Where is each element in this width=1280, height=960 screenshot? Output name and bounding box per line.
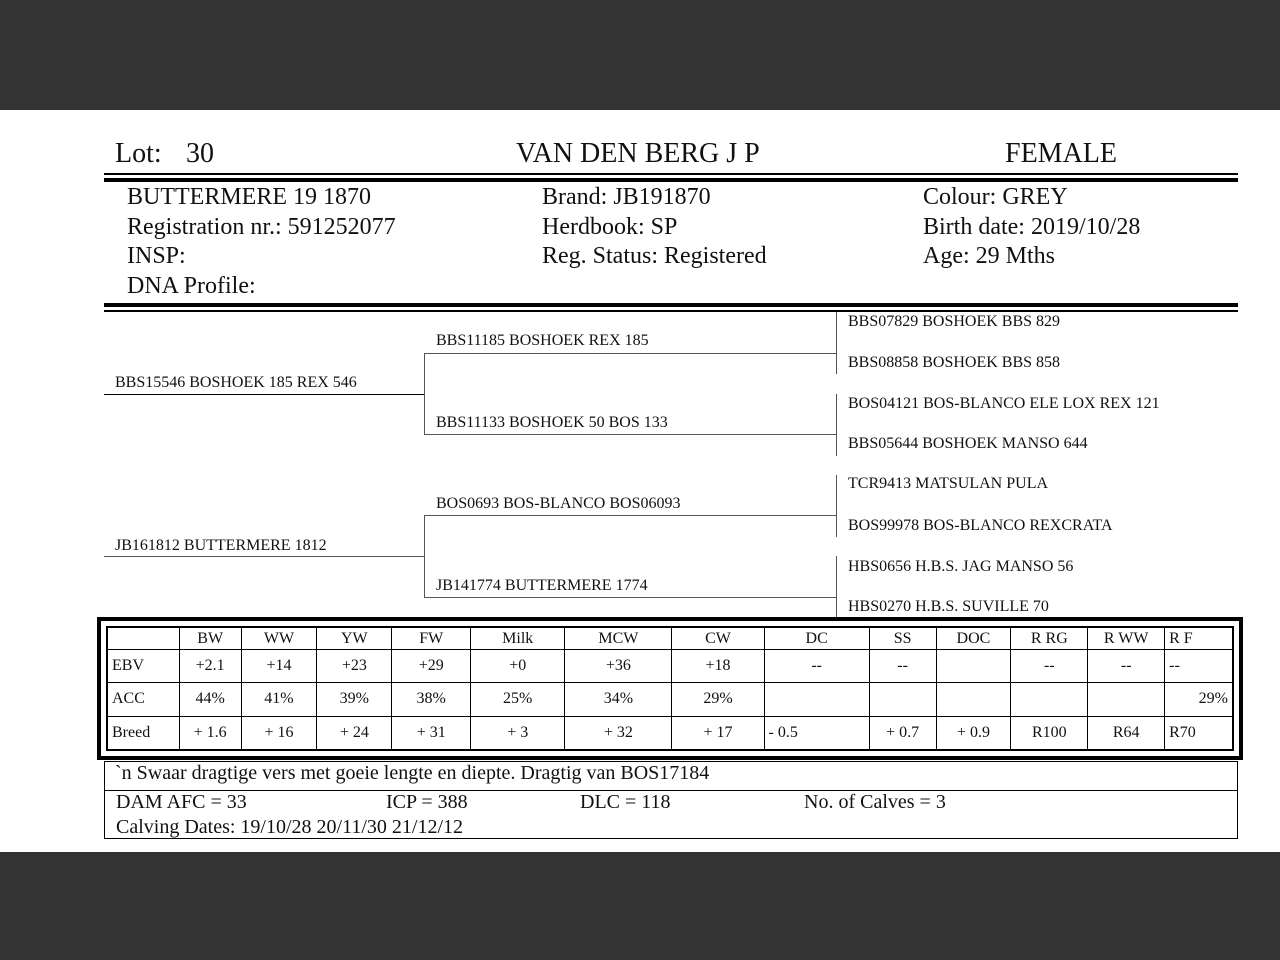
ebv-cell [764,683,869,716]
ebv-cell [1088,683,1165,716]
breeder-name: VAN DEN BERG J P [516,138,760,169]
ebv-cell [936,683,1011,716]
ebv-row-acc [108,683,1233,716]
header-rule-top [104,173,1238,175]
ebv-cell: 29% [672,683,764,716]
pedigree-dam: JB161812 BUTTERMERE 1812 [115,537,327,554]
birth-date: Birth date: 2019/10/28 [923,214,1141,240]
notes-box [104,761,1238,839]
dam-line [104,556,424,557]
ebv-header-row [108,628,1233,650]
pedigree-sire: BBS15546 BOSHOEK 185 REX 546 [115,374,357,391]
reg-status: Reg. Status: Registered [542,243,767,269]
ebv-col-header: R WW [1088,628,1165,650]
ggp-bracket-3 [836,475,837,537]
ebv-cell: R70 [1165,716,1233,749]
ebv-cell: -- [1088,650,1165,683]
header-rule-bottom [104,178,1238,182]
ebv-cell: + 17 [672,716,764,749]
ebv-col-header: DC [764,628,869,650]
pedigree-sire-sire: BBS11185 BOSHOEK REX 185 [436,332,649,349]
info-rule-bottom [104,310,1238,312]
ebv-cell: R64 [1088,716,1165,749]
lot-number: 30 [186,138,214,169]
ebv-cell: +29 [392,650,471,683]
ggp-bracket-4 [836,556,837,618]
ebv-cell: +18 [672,650,764,683]
ebv-cell: + 1.6 [179,716,241,749]
dam-dam-line [424,597,836,598]
pedigree-ggp-4: BBS05644 BOSHOEK MANSO 644 [848,435,1088,452]
ebv-row-label: EBV [108,650,180,683]
ebv-cell: + 24 [317,716,392,749]
sex-label: FEMALE [1005,138,1117,169]
ebv-cell: + 31 [392,716,471,749]
ebv-cell: + 0.9 [936,716,1011,749]
ebv-table-frame [97,617,1243,760]
sire-sire-line [424,353,836,354]
ebv-cell: + 16 [241,716,317,749]
herdbook: Herdbook: SP [542,214,678,240]
ebv-cell: -- [1165,650,1233,683]
ebv-col-header: YW [317,628,392,650]
ebv-cell [936,650,1011,683]
ebv-col-header [108,628,180,650]
ebv-cell: +0 [471,650,565,683]
info-rule-top [104,303,1238,307]
ggp-bracket-1 [836,312,837,374]
ebv-cell: + 32 [565,716,672,749]
dna-profile-label: DNA Profile: [127,273,256,299]
notes-separator [105,790,1237,791]
dam-bracket [424,515,425,597]
pedigree-dam-dam: JB141774 BUTTERMERE 1774 [436,577,648,594]
ebv-row-breed [108,716,1233,749]
registration-number: Registration nr.: 591252077 [127,214,396,240]
ebv-cell: -- [1011,650,1088,683]
pedigree-ggp-8: HBS0270 H.B.S. SUVILLE 70 [848,598,1049,615]
ebv-col-header: MCW [565,628,672,650]
ebv-row-label: ACC [108,683,180,716]
ebv-col-header: R F [1165,628,1233,650]
ebv-col-header: R RG [1011,628,1088,650]
dam-afc: DAM AFC = 33 [116,791,247,813]
pedigree-dam-sire: BOS0693 BOS-BLANCO BOS06093 [436,495,681,512]
dam-sire-line [424,515,836,516]
comment-text: `n Swaar dragtige vers met goeie lengte en diepte. Dragtig van BOS17184 [115,762,710,784]
ebv-cell: +14 [241,650,317,683]
number-of-calves: No. of Calves = 3 [804,791,946,813]
ebv-cell: -- [869,650,936,683]
ebv-cell: 25% [471,683,565,716]
colour: Colour: GREY [923,184,1068,210]
lot-label: Lot: [115,138,162,169]
sire-dam-line [424,434,836,435]
ebv-cell: 41% [241,683,317,716]
ebv-col-header: BW [179,628,241,650]
ebv-cell: +23 [317,650,392,683]
ebv-cell: 39% [317,683,392,716]
ebv-table [107,627,1233,750]
pedigree-ggp-1: BBS07829 BOSHOEK BBS 829 [848,313,1061,330]
calving-dates: Calving Dates: 19/10/28 20/11/30 21/12/12 [116,816,464,838]
animal-name: BUTTERMERE 19 1870 [127,184,371,210]
ebv-col-header: DOC [936,628,1011,650]
ebv-row-label: Breed [108,716,180,749]
sire-bracket [424,353,425,435]
ebv-cell: 29% [1165,683,1233,716]
ebv-cell: - 0.5 [764,716,869,749]
pedigree-ggp-5: TCR9413 MATSULAN PULA [848,475,1049,492]
ebv-cell: + 0.7 [869,716,936,749]
ebv-col-header: CW [672,628,764,650]
ebv-col-header: SS [869,628,936,650]
sire-line [104,394,424,395]
pedigree-ggp-2: BBS08858 BOSHOEK BBS 858 [848,354,1061,371]
ebv-cell: 34% [565,683,672,716]
ebv-cell [869,683,936,716]
pedigree-ggp-3: BOS04121 BOS-BLANCO ELE LOX REX 121 [848,395,1160,412]
ebv-cell [1011,683,1088,716]
pedigree-ggp-7: HBS0656 H.B.S. JAG MANSO 56 [848,558,1074,575]
ebv-col-header: Milk [471,628,565,650]
ebv-row-ebv [108,650,1233,683]
ebv-cell: -- [764,650,869,683]
ebv-col-header: WW [241,628,317,650]
ebv-cell: +2.1 [179,650,241,683]
dlc: DLC = 118 [580,791,671,813]
ebv-cell: +36 [565,650,672,683]
ebv-cell: + 3 [471,716,565,749]
age: Age: 29 Mths [923,243,1055,269]
pedigree-ggp-6: BOS99978 BOS-BLANCO REXCRATA [848,517,1113,534]
icp: ICP = 388 [386,791,468,813]
ebv-col-header: FW [392,628,471,650]
ebv-cell: R100 [1011,716,1088,749]
insp-label: INSP: [127,243,186,269]
pedigree-sire-dam: BBS11133 BOSHOEK 50 BOS 133 [436,414,668,431]
brand: Brand: JB191870 [542,184,711,210]
catalog-page [0,110,1280,852]
ggp-bracket-2 [836,394,837,456]
ebv-cell: 44% [179,683,241,716]
ebv-cell: 38% [392,683,471,716]
